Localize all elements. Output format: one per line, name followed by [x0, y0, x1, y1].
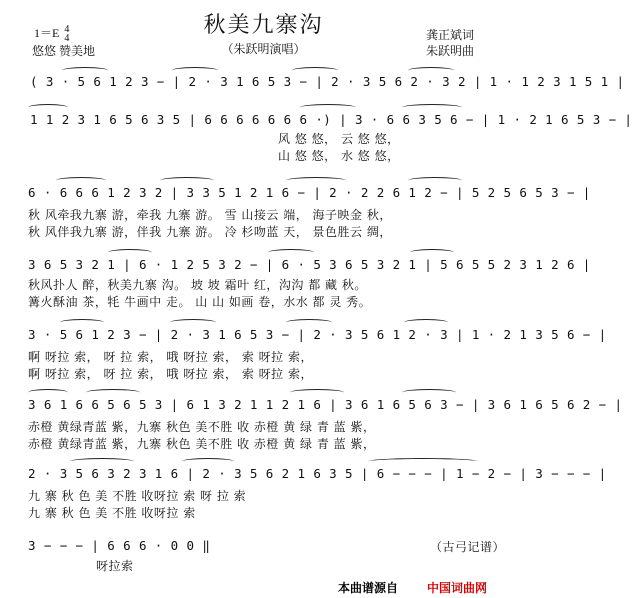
slur	[410, 249, 454, 256]
slur	[292, 67, 338, 74]
row-7-lyric-2: 九 寨 秋 色 美 不胜 收呀拉 索	[28, 506, 196, 520]
score-row-5-notes: 3 · 5 6 1 2 3 − | 2 · 3 1 6 5 3 − | 2 · 3 5 6 1 2 · 3 | 1 · 2 1 3 5 6 − |	[28, 327, 607, 342]
row-7-lyric-1: 九 寨 秋 色 美 不胜 收呀拉 索 呀 拉 索	[28, 489, 247, 503]
score-row-1-notes: ( 3 · 5 6 1 2 3 − | 2 · 3 1 6 5 3 − | 2 · 3 5 6 2 · 3 2 | 1 · 1 2 3 1 5 1 |	[30, 74, 625, 89]
time-top: 4	[64, 24, 70, 36]
slur	[86, 389, 140, 396]
row-2-lyric-2: 山 悠 悠， 水 悠 悠，	[278, 149, 400, 163]
row-4-lyric-2: 篝火酥油 茶，牦 牛画中 走。 山 山 如画 卷，水水 都 灵 秀。	[28, 295, 372, 309]
slur	[160, 177, 214, 184]
score-row-8-notes: 3 − − − | 6 6 6 · 0 0 ‖	[28, 538, 211, 553]
score-row-3-notes: 6 · 6 6 6 1 2 3 2 | 3 3 5 1 2 1 6 − | 2 · 2 2 6 1 2 − | 5 2 5 6 5 3 − |	[28, 185, 591, 200]
slur	[172, 67, 218, 74]
row-5-lyric-2: 啊 呀拉 索， 呀 拉 索， 哦 呀拉 索， 索 呀拉 索，	[28, 367, 313, 381]
slur	[182, 458, 234, 465]
slur	[402, 104, 462, 111]
row-3-lyric-2: 秋 风伴我九寨 游，伴我 九寨 游。 冷 杉吻蓝 天， 景色胜云 绸，	[28, 225, 392, 239]
row-2-lyric-1: 风 悠 悠， 云 悠 悠，	[278, 132, 400, 146]
row-4-lyric-1: 秋风扑人 醉，秋美九寨 沟。 坡 坡 霜叶 红，沟沟 都 藏 秋。	[28, 278, 367, 292]
tempo-mood: 悠悠 赞美地	[32, 44, 96, 58]
slur	[56, 177, 106, 184]
time-bottom: 4	[64, 33, 70, 45]
score-row-4-notes: 3 6 5 3 2 1 | 6 · 1 2 5 3 2 − | 6 · 5 3 6 5 3 2 1 | 5 6 5 5 2 3 1 2 6 |	[28, 257, 591, 272]
slur	[300, 104, 356, 111]
slur	[404, 319, 448, 326]
footer-source-label: 本曲谱源自	[338, 581, 399, 595]
tie	[368, 458, 478, 465]
slur	[28, 389, 68, 396]
slur	[170, 319, 216, 326]
score-row-2-notes: 1 1 2 3 1 6 5 6 3 5 | 6 6 6 6 6 6 6 ·) | 3 · 6 6 3 5 6 − | 1 · 2 1 6 5 3 − |	[30, 112, 632, 127]
row-6-lyric-2: 赤橙 黄绿青蓝 紫，九寨 秋色 美不胜 收 赤橙 黄 绿 青 蓝 紫，	[28, 437, 376, 451]
slur	[28, 104, 68, 111]
score-recorder: （古弓记谱）	[430, 540, 506, 554]
key-signature	[34, 24, 69, 43]
singer-subtitle: （朱跃明演唱）	[221, 42, 306, 56]
slur	[290, 389, 344, 396]
slur	[70, 458, 134, 465]
row-8-lyric-1: 呀拉索	[96, 559, 134, 573]
lyricist: 龚正斌词	[426, 28, 475, 42]
score-row-6-notes: 3 6 1 6 6 5 6 5 3 | 6 1 3 2 1 1 2 1 6 | 3 6 1 6 5 6 3 − | 3 6 1 6 5 6 2 − |	[28, 397, 623, 412]
slur	[108, 249, 152, 256]
composer: 朱跃明曲	[426, 44, 475, 58]
score-row-7-notes: 2 · 3 5 6 3 2 3 1 6 | 2 · 3 5 6 2 1 6 3 5 | 6 − − − | 1 − 2 − | 3 − − − |	[28, 466, 607, 481]
slur	[402, 389, 456, 396]
slur	[60, 319, 104, 326]
slur	[268, 249, 314, 256]
slur	[286, 177, 346, 184]
footer-site-link[interactable]: 中国词曲网	[427, 581, 488, 595]
row-3-lyric-1: 秋 风牵我九寨 游，牵我 九寨 游。 雪 山接云 端， 海子映金 秋，	[28, 208, 392, 222]
song-title: 秋美九寨沟	[203, 13, 324, 38]
key-label: 1＝E	[34, 26, 60, 40]
slur	[286, 319, 332, 326]
row-6-lyric-1: 赤橙 黄绿青蓝 紫，九寨 秋色 美不胜 收 赤橙 黄 绿 青 蓝 紫，	[28, 420, 376, 434]
slur	[408, 177, 462, 184]
slur	[408, 67, 454, 74]
time-signature	[64, 25, 69, 43]
row-5-lyric-1: 啊 呀拉 索， 呀 拉 索， 哦 呀拉 索， 索 呀拉 索，	[28, 350, 313, 364]
slur	[62, 67, 108, 74]
